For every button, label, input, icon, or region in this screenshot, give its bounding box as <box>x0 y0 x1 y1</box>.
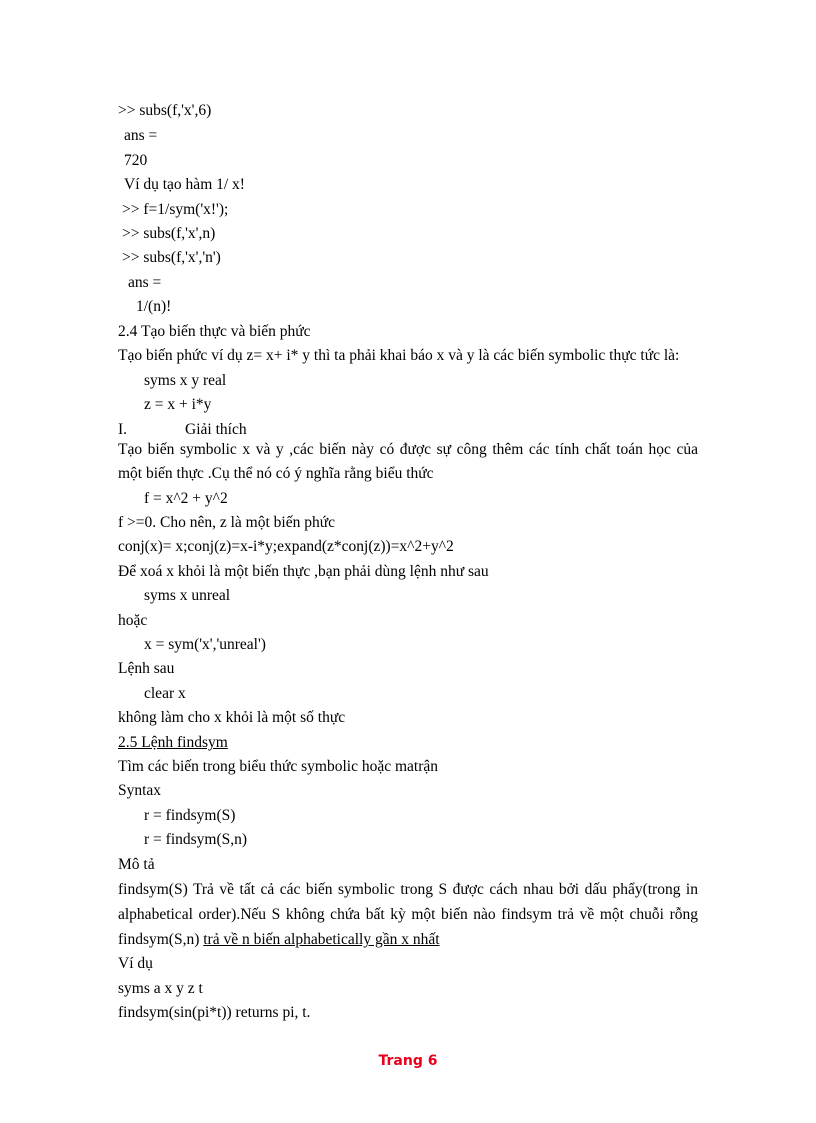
text-line: Mô tả <box>118 856 155 873</box>
text-line: Syntax <box>118 782 162 799</box>
code-line: x = sym('x','unreal') <box>144 636 266 653</box>
code-line: clear x <box>144 685 186 702</box>
text-segment: findsym(S,n) <box>118 931 204 948</box>
code-line: r = findsym(S) <box>144 807 236 824</box>
text-line: Tạo biến phức ví dụ z= x+ i* y thì ta phải khai báo x và y là các biến symbolic thực tức là: <box>118 347 680 364</box>
list-number: I. <box>118 421 128 438</box>
output-label: ans = <box>124 127 158 144</box>
underlined-segment: trả về n biến alphabetically gần x nhất <box>203 931 440 948</box>
text-line: f >=0. Cho nên, z là một biến phức <box>118 514 336 531</box>
code-line: r = findsym(S,n) <box>144 831 248 848</box>
text-line: findsym(S) Trả về tất cả các biến symbolic trong S được cách nhau bởi dấu phẩy(trong in <box>118 881 698 898</box>
code-line: syms x unreal <box>144 587 231 604</box>
code-line: >> subs(f,'x',n) <box>122 225 216 242</box>
text-line: Lệnh sau <box>118 660 175 677</box>
code-line: >> subs(f,'x','n') <box>122 249 221 266</box>
code-line: findsym(sin(pi*t)) returns pi, t. <box>118 1004 311 1021</box>
text-line: Tìm các biến trong biểu thức symbolic hoặc matrận <box>118 758 439 775</box>
output-value: 720 <box>124 152 148 169</box>
code-line: >> subs(f,'x',6) <box>118 102 212 119</box>
code-line: f = x^2 + y^2 <box>144 490 228 507</box>
page-number: Trang 6 <box>378 1053 438 1069</box>
list-item <box>118 420 247 440</box>
output-value: 1/(n)! <box>136 298 172 315</box>
section-heading: 2.4 Tạo biến thực và biến phức <box>118 323 311 340</box>
code-line: syms a x y z t <box>118 980 203 997</box>
code-line: z = x + i*y <box>144 396 212 413</box>
text-line: Ví dụ tạo hàm 1/ x! <box>124 176 245 193</box>
code-line: syms x y real <box>144 372 227 389</box>
code-line: >> f=1/sym('x!'); <box>122 201 229 218</box>
text-line: alphabetical order).Nếu S không chứa bất kỳ một biến nào findsym trả về một chuỗi rỗng <box>118 906 698 923</box>
text-line: Tạo biến symbolic x và y ,các biến này có được sự công thêm các tính chất toán học của <box>118 441 698 458</box>
output-label: ans = <box>128 274 162 291</box>
list-text: Giải thích <box>185 421 247 438</box>
text-line: một biến thực .Cụ thể nó có ý nghĩa rằng biểu thức <box>118 465 434 482</box>
section-heading: 2.5 Lệnh findsym <box>118 734 228 751</box>
code-line: conj(x)= x;conj(z)=x-i*y;expand(z*conj(z))=x^2+y^2 <box>118 538 454 555</box>
text-line <box>118 930 440 950</box>
text-line: hoặc <box>118 612 148 629</box>
text-line: Để xoá x khỏi là một biến thực ,bạn phải dùng lệnh như sau <box>118 563 489 580</box>
text-line: Ví dụ <box>118 955 153 972</box>
text-line: không làm cho x khỏi là một số thực <box>118 709 346 726</box>
